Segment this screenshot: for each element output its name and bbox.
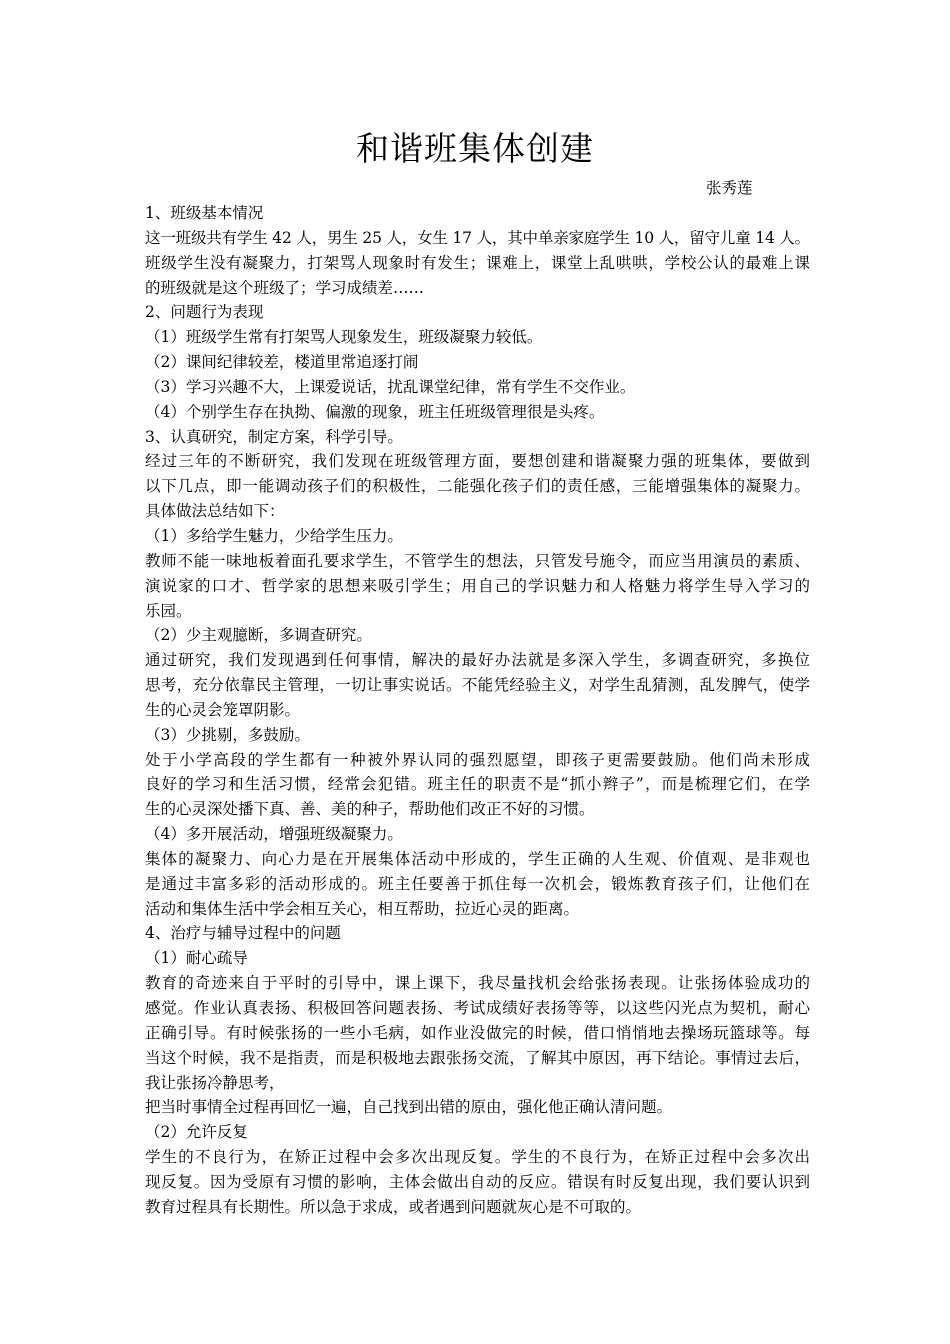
text-line: （4）个别学生存在执拗、偏激的现象，班主任班级管理很是头疼。 — [145, 402, 605, 421]
text-line: （2）课间纪律较差，楼道里常追逐打闹 — [145, 353, 419, 372]
text-line: 通过研究，我们发现遇到任何事情，解决的最好办法就是多深入学生，多调查研究，多换位 — [145, 651, 810, 670]
text-line: 当这个时候，我不是指责，而是积极地去跟张扬交流，了解其中原因，再下结论。事情过去后， — [145, 1048, 810, 1067]
text-line: 是通过丰富多彩的活动形成的。班主任要善于抓住每一次机会，锻炼教育孩子们，让他们在 — [145, 874, 810, 893]
text-line: 4、治疗与辅导过程中的问题 — [145, 924, 341, 943]
text-line: 集体的凝聚力、向心力是在开展集体活动中形成的，学生正确的人生观、价值观、是非观也 — [145, 849, 810, 868]
text-line: 3、认真研究，制定方案，科学引导。 — [145, 427, 403, 446]
text-line: （1）多给学生魅力，少给学生压力。 — [145, 526, 403, 545]
document-title: 和谐班集体创建 — [356, 129, 594, 168]
text-line: 班级学生没有凝聚力，打架骂人现象时有发生；课难上，课堂上乱哄哄，学校公认的最难上课 — [145, 253, 810, 272]
text-line: 1、班级基本情况 — [145, 204, 264, 222]
text-line: 我让张扬冷静思考， — [145, 1073, 285, 1092]
document-author: 张秀莲 — [706, 179, 753, 197]
text-line: （2）少主观臆断，多调查研究。 — [145, 626, 372, 645]
text-line: （1）耐心疏导 — [145, 949, 248, 968]
text-line: 的班级就是这个班级了；学习成绩差…… — [145, 278, 425, 297]
text-line: 活动和集体生活中学会相互关心，相互帮助，拉近心灵的距离。 — [145, 899, 580, 918]
text-line: 把当时事情全过程再回忆一遍，自己找到出错的原由，强化他正确认清问题。 — [145, 1098, 673, 1117]
text-line: （4）多开展活动，增强班级凝聚力。 — [145, 825, 403, 844]
text-line: 正确引导。有时候张扬的一些小毛病，如作业没做完的时候，借口悄悄地去操场玩篮球等。每 — [145, 1023, 810, 1042]
text-line: 良好的学习和生活习惯，经常会犯错。班主任的职责不是“抓小辫子”，而是梳理它们，在学 — [145, 775, 810, 794]
text-line: 以下几点，即一能调动孩子们的积极性，二能强化孩子们的责任感，三能增强集体的凝聚力。 — [145, 477, 810, 496]
text-line: 乐园。 — [145, 601, 192, 620]
text-line: 处于小学高段的学生都有一种被外界认同的强烈愿望，即孩子更需要鼓励。他们尚未形成 — [145, 750, 810, 769]
text-line: （2）允许反复 — [145, 1123, 248, 1142]
text-line: 生的心灵深处播下真、善、美的种子，帮助他们改正不好的习惯。 — [145, 800, 595, 819]
text-line: 思考，充分依靠民主管理，一切让事实说话。不能凭经验主义，对学生乱猜测，乱发脾气，使学 — [145, 676, 810, 695]
document-body — [145, 201, 810, 1220]
text-line: （3）少挑剔，多鼓励。 — [145, 725, 310, 744]
text-line: （3）学习兴趣不大，上课爱说话，扰乱课堂纪律，常有学生不交作业。 — [145, 377, 636, 396]
text-line: 具体做法总结如下： — [145, 502, 285, 521]
text-line: 学生的不良行为，在矫正过程中会多次出现反复。学生的不良行为，在矫正过程中会多次出 — [145, 1148, 810, 1167]
text-line: 教育的奇迹来自于平时的引导中，课上课下，我尽量找机会给张扬表现。让张扬体验成功的 — [145, 974, 810, 993]
text-line: 感觉。作业认真表扬、积极回答问题表扬、考试成绩好表扬等等，以这些闪光点为契机，耐心 — [145, 999, 810, 1017]
text-line: 经过三年的不断研究，我们发现在班级管理方面，要想创建和谐凝聚力强的班集体，要做到 — [145, 452, 810, 471]
text-line: 教师不能一味地板着面孔要求学生，不管学生的想法，只管发号施令，而应当用演员的素质、 — [145, 551, 810, 570]
text-line: 教育过程具有长期性。所以急于求成，或者遇到问题就灰心是不可取的。 — [145, 1197, 642, 1216]
text-line: 2、问题行为表现 — [145, 303, 264, 322]
text-line: 这一班级共有学生 42 人，男生 25 人，女生 17 人，其中单亲家庭学生 10 人，留守儿童 14 人。 — [145, 228, 810, 247]
text-line: 生的心灵会笼罩阴影。 — [145, 700, 301, 719]
text-line: 演说家的口才、哲学家的思想来吸引学生；用自己的学识魅力和人格魅力将学生导入学习的 — [145, 576, 810, 595]
text-line: 现反复。因为受原有习惯的影响，主体会做出自动的反应。错误有时反复出现，我们要认识到 — [145, 1172, 810, 1191]
text-line: （1）班级学生常有打架骂人现象发生，班级凝聚力较低。 — [145, 328, 543, 347]
